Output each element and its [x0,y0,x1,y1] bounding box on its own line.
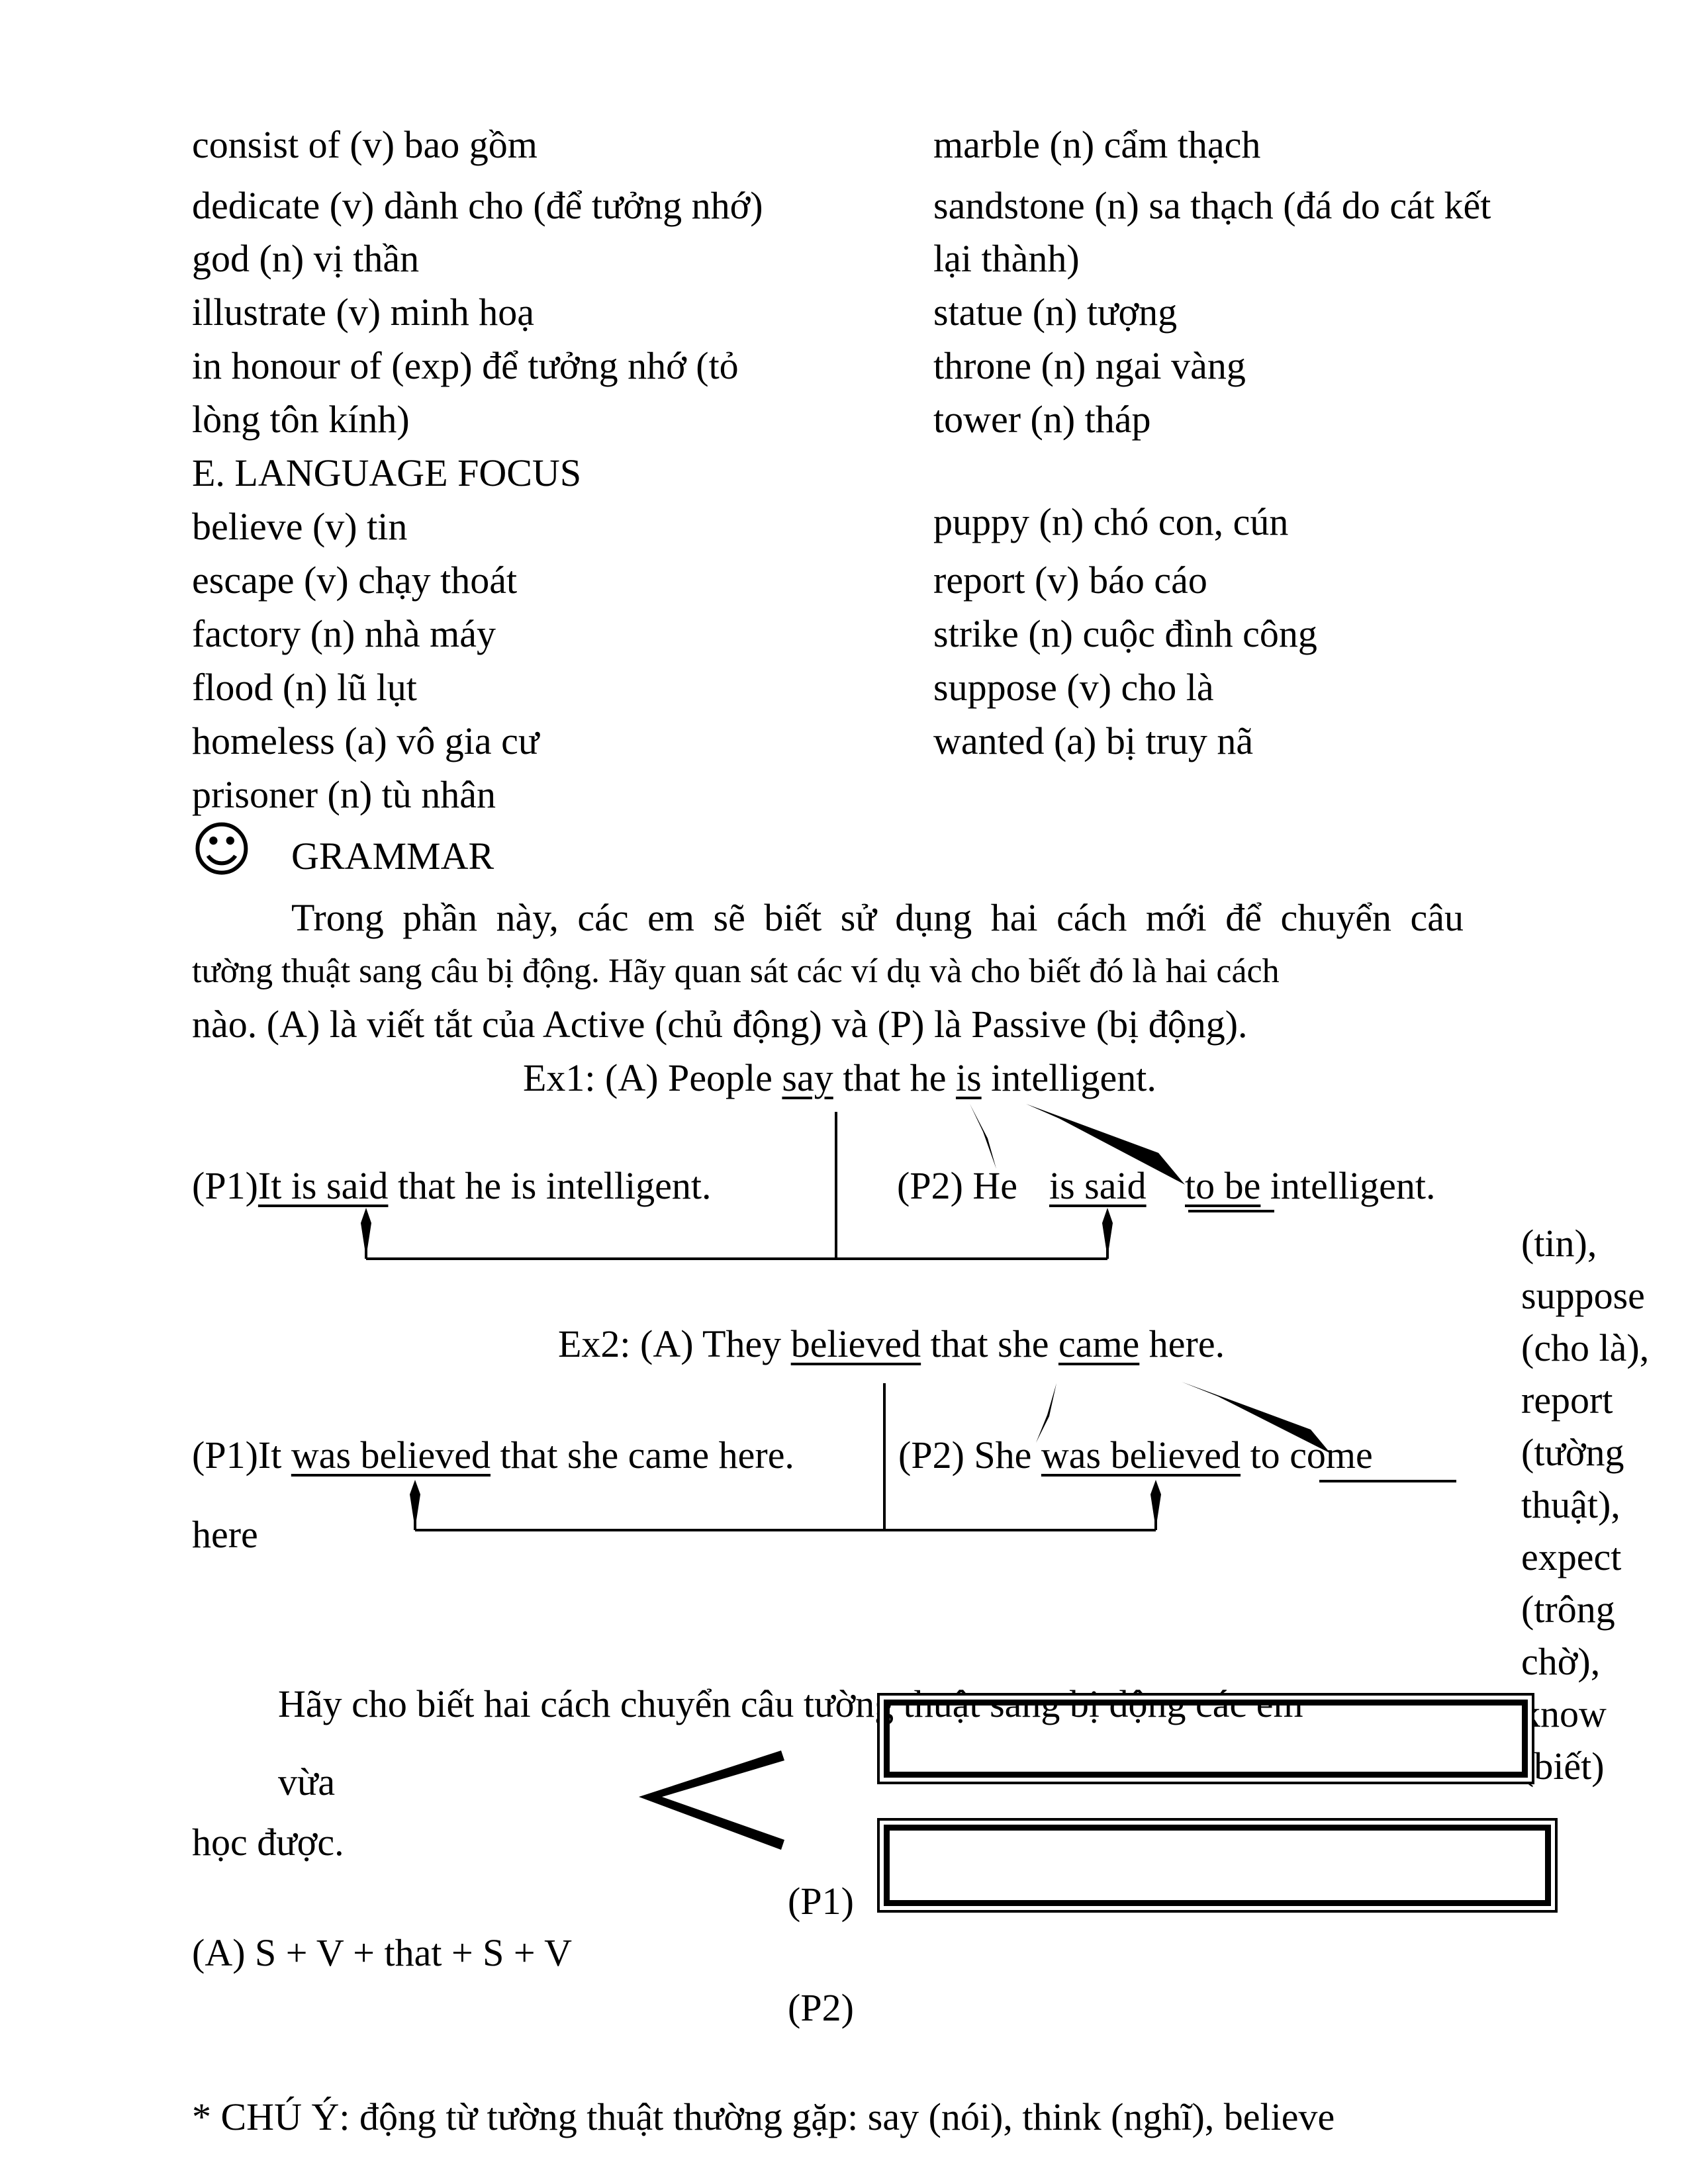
side-note-8: (trông [1521,1588,1615,1631]
smiley-icon: ☺ [191,815,253,885]
side-note-11: (biết) [1521,1745,1605,1788]
label-p1: (P1) [788,1880,854,1923]
ex1-a-is: is [955,1056,982,1099]
vocab-right-2: sandstone (n) sa thạch (đá do cát kết [933,184,1491,227]
vocab-left-1: consist of (v) bao gồm [192,123,538,166]
ex2-a-verb: believed [790,1322,921,1365]
ex2-arrow-believed [1036,1383,1056,1443]
side-note-6: thuật), [1521,1483,1620,1526]
lf-left-6: prisoner (n) tù nhân [192,773,496,816]
lf-right-5: wanted (a) bị truy nã [933,719,1254,762]
lf-right-4: suppose (v) cho là [933,666,1214,709]
ex2-p1-prefix: (P1)It [192,1433,291,1477]
ex2-arrow-came [1182,1382,1331,1453]
formula-active: (A) S + V + that + S + V [192,1931,572,1974]
ex2-p2-here: here [192,1513,258,1556]
vocab-left-6: lòng tôn kính) [192,398,410,441]
ex1-arrow-left [361,1208,371,1257]
vocab-left-5: in honour of (exp) để tưởng nhớ (tỏ [192,344,739,387]
lf-left-1: believe (v) tin [192,505,408,548]
ex2-a-prefix: Ex2: (A) They [558,1322,791,1365]
ex2-a-end: here. [1139,1322,1225,1365]
ex1-p1-u: It is said [258,1164,389,1207]
vocab-right-1: marble (n) cẩm thạch [933,123,1261,166]
side-note-3: (cho là), [1521,1326,1650,1369]
ex2-a-mid: that she [921,1322,1058,1365]
vocab-right-5: throne (n) ngai vàng [933,344,1246,387]
side-note-4: report [1521,1379,1613,1422]
chevron-left-icon [639,1751,784,1850]
ex2-arrow-right [1150,1480,1161,1529]
ex2-p2-prefix: (P2) She [898,1433,1041,1477]
ex1-p2-is-said: is said [1049,1164,1147,1207]
section-title: E. LANGUAGE FOCUS [192,451,582,494]
grammar-intro-2: tường thuật sang câu bị động. Hãy quan sát các ví dụ và cho biết đó là hai cách [192,952,1280,990]
side-note-5: (tường [1521,1431,1624,1474]
lf-right-3: strike (n) cuộc đình công [933,612,1317,655]
ex2-a-came: came [1058,1322,1140,1365]
lf-left-2: escape (v) chạy thoát [192,559,518,602]
question-line-2: vừa [278,1760,336,1803]
vocab-left-4: illustrate (v) minh hoạ [192,291,535,334]
question-line-1: Hãy cho biết hai cách chuyển câu tường thuật sang bị động các em [278,1682,1303,1725]
grammar-intro-3: nào. (A) là viết tắt của Active (chủ động) và (P) là Passive (bị động). [192,1003,1248,1046]
lf-left-3: factory (n) nhà máy [192,612,496,655]
ex1-a-mid: that he [833,1056,956,1099]
ex1-arrow-say [970,1104,996,1169]
side-note-9: chờ), [1521,1640,1601,1683]
ex1-p2-to-be: to be [1185,1164,1261,1207]
vocab-right-6: tower (n) tháp [933,398,1151,441]
label-p2: (P2) [788,1986,854,2029]
grammar-intro-1: Trong phần này, các em sẽ biết sử dụng hai cách mới để chuyển câu [291,896,1464,939]
ex2-p2-u: was believed [1041,1433,1241,1477]
ex1-a-end: intelligent. [981,1056,1156,1099]
ex2-p1-end: that she came here. [491,1433,794,1477]
side-note-1: (tin), [1521,1222,1597,1265]
ex1-p1-prefix: (P1) [192,1164,258,1207]
ex2-p2-to: to [1241,1433,1290,1477]
ex2-arrow-left [410,1480,420,1529]
vocab-left-3: god (n) vị thần [192,237,420,280]
lf-left-4: flood (n) lũ lụt [192,666,417,709]
ex1-p1-end: that he is intelligent. [388,1164,712,1207]
side-note-7: expect [1521,1535,1622,1578]
ex1-a-verb: say [782,1056,833,1099]
note-line: * CHÚ Ý: động từ tường thuật thường gặp: say (nói), think (nghĩ), believe [192,2095,1335,2138]
ex1-p2-prefix: (P2) He [897,1164,1018,1207]
vocab-left-2: dedicate (v) dành cho (để tưởng nhớ) [192,184,763,227]
ex2-p1-u: was believed [291,1433,491,1477]
grammar-title: GRAMMAR [291,835,494,878]
ex1-a-prefix: Ex1: (A) People [523,1056,782,1099]
ex1-p2-end: intelligent. [1260,1164,1436,1207]
ex1-arrow-right [1102,1208,1113,1257]
vocab-right-4: statue (n) tượng [933,291,1178,334]
side-note-2: suppose [1521,1274,1645,1317]
vocab-right-3: lại thành) [933,237,1080,280]
lf-left-5: homeless (a) vô gia cư [192,719,539,762]
lf-right-2: report (v) báo cáo [933,559,1207,602]
question-line-3: học được. [192,1821,344,1864]
ex2-p2-come: come [1289,1433,1373,1477]
side-note-10: know [1521,1692,1607,1735]
lf-right-1: puppy (n) chó con, cún [933,500,1289,543]
ex1-arrow-is [1026,1104,1185,1185]
